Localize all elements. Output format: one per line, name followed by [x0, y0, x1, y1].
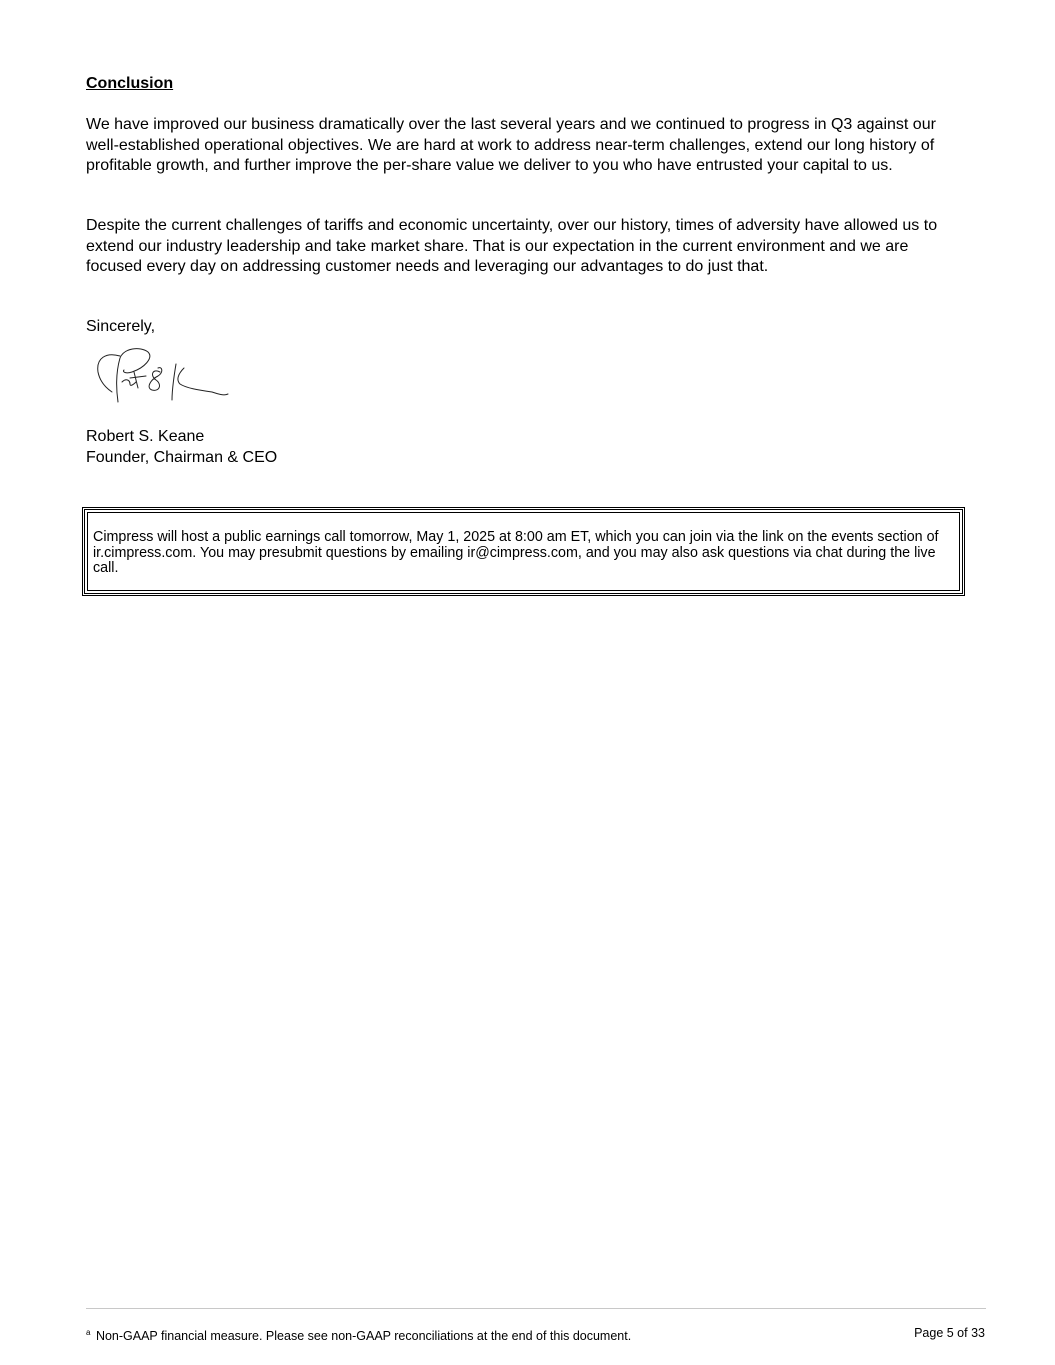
footnote-marker: a	[86, 1328, 91, 1337]
notice-inner-border	[87, 512, 960, 591]
footnote-text: Non-GAAP financial measure. Please see non-GAAP reconciliations at the end of this document.	[95, 1329, 632, 1343]
page-number: Page 5 of 33	[914, 1326, 985, 1340]
conclusion-paragraph-2: Despite the current challenges of tariffs and economic uncertainty, over our history, times of adversity have allowed us to extend our industry leadership and take market share. That is our expectation in the current environment and we are focused every day on addressing customer needs and leveraging our advantages to do just that.	[86, 217, 938, 275]
section-heading-conclusion: Conclusion	[86, 75, 174, 92]
earnings-call-notice-box	[82, 507, 965, 596]
signer-title: Founder, Chairman & CEO	[86, 449, 278, 466]
signer-block	[86, 426, 277, 468]
footnote	[86, 1325, 631, 1344]
footer-divider	[86, 1308, 986, 1309]
earnings-call-notice-text: Cimpress will host a public earnings call tomorrow, May 1, 2025 at 8:00 am ET, which you can join via the link on the events section of ir.cimpress.com. You may presubmit questions by emailing ir@cimpress.com, and you may also ask questions via chat during the live call.	[93, 529, 939, 576]
signature-image	[94, 342, 230, 408]
signer-name: Robert S. Keane	[86, 428, 205, 445]
letter-closing: Sincerely,	[86, 318, 156, 335]
conclusion-paragraph-1: We have improved our business dramatically over the last several years and we continued to progress in Q3 against our well-established operational objectives. We are hard at work to address near-term challenges, extend our long history of profitable growth, and further improve the per-share value we deliver to you who have entrusted your capital to us.	[86, 116, 936, 174]
